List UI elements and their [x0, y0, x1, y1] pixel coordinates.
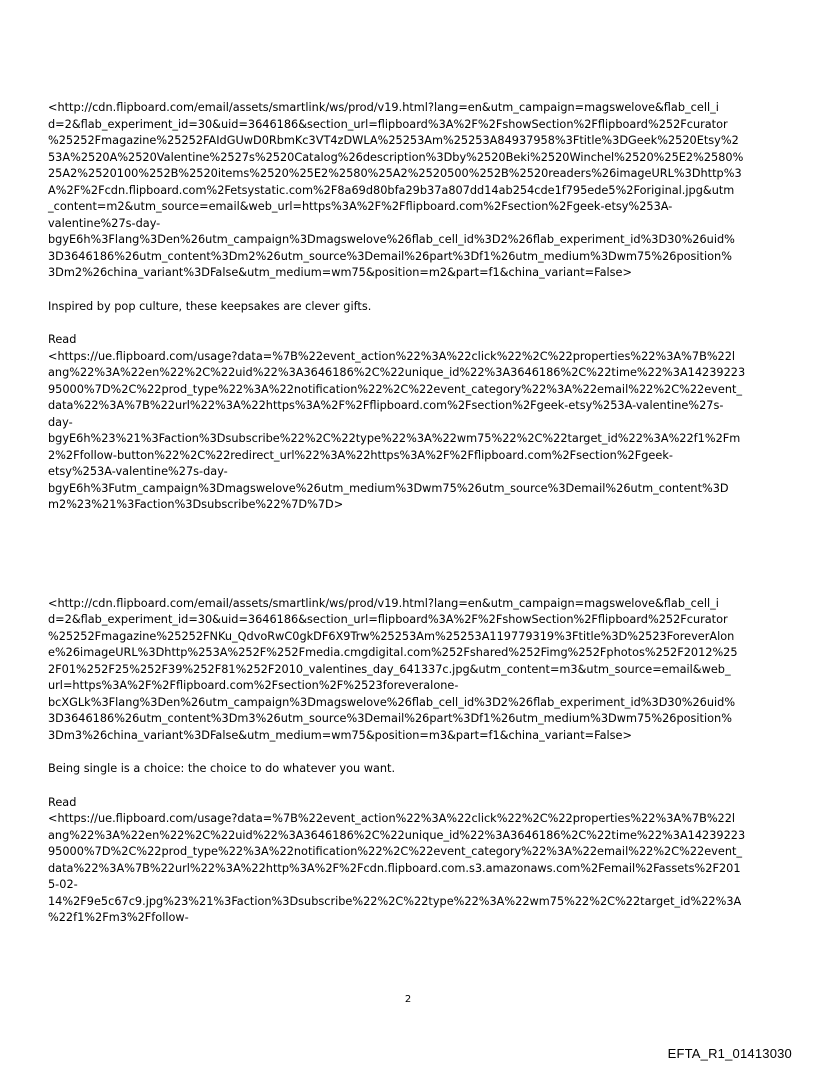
text-line: 3D3646186%26utm_content%3Dm2%26utm_source%3Demail%26part%3Df1%26utm_medium%3Dwm75%26position% [48, 249, 732, 263]
text-line: m2%23%21%3Faction%3Dsubscribe%22%7D%7D> [48, 498, 344, 511]
text-line: valentine%27s-day- [48, 216, 161, 230]
text-line: 95000%7D%2C%22prod_type%22%3A%22notification%22%2C%22event_category%22%3A%22email%22%2C%22event_ [48, 382, 743, 396]
text-line: bgyE6h%3Futm_campaign%3Dmagswelove%26utm_medium%3Dwm75%26utm_source%3Demail%26utm_content%3D [48, 481, 729, 495]
text-line: <http://cdn.flipboard.com/email/assets/smartlink/ws/prod/v19.html?lang=en&utm_campaign=magswelove&flab_cell_i [48, 101, 719, 114]
text-line: 3Dm3%26china_variant%3DFalse&utm_medium=wm75&position=m3&part=f1&china_variant=False> [48, 728, 632, 742]
text-line: etsy%253A-valentine%27s-day- [48, 465, 228, 478]
text-line: day- [48, 415, 73, 429]
text-line: e%26imageURL%3Dhttp%253A%252F%252Fmedia.cmgdigital.com%252Fshared%252Fimg%252Fphotos%252F2012%25 [48, 646, 738, 659]
text-line: ang%22%3A%22en%22%2C%22uid%22%3A3646186%2C%22unique_id%22%3A3646186%2C%22time%22%3A14239223 [48, 828, 746, 842]
text-line: 3Dm2%26china_variant%3DFalse&utm_medium=wm75&position=m2&part=f1&china_variant=False> [48, 266, 632, 279]
text-line: _content=m2&utm_source=email&web_url=https%3A%2F%2Fflipboard.com%2Fsection%2Fgeek-etsy%253A- [48, 200, 673, 213]
text-line: d=2&flab_experiment_id=30&uid=3646186&section_url=flipboard%3A%2F%2FshowSection%2Fflipboard%252Fcurator [48, 613, 728, 626]
read-label: Read [48, 795, 77, 809]
text-line: Inspired by pop culture, these keepsakes are clever gifts. [48, 299, 372, 313]
page-number: 2 [404, 994, 412, 1005]
text-line: bgyE6h%23%21%3Faction%3Dsubscribe%22%2C%22type%22%3A%22wm75%22%2C%22target_id%22%3A%22f1%2Fm [48, 432, 741, 445]
text-line: 2F01%252F25%252F39%252F81%252F2010_valentines_day_641337c.jpg&utm_content=m3&utm_source=email&web_ [48, 662, 731, 676]
document-id: EFTA_R1_01413030 [667, 1046, 792, 1061]
text-line: 53A%2520A%2520Valentine%2527s%2520Catalog%26description%3Dby%2520Beki%2520Winchel%2520%25E2%2580% [48, 150, 744, 164]
document-body [48, 100, 770, 927]
text-line: d=2&flab_experiment_id=30&uid=3646186&section_url=flipboard%3A%2F%2FshowSection%2Fflipboard%252Fcurator [48, 117, 728, 131]
text-line: bgyE6h%3Flang%3Den%26utm_campaign%3Dmagswelove%26flab_cell_id%3D2%26flab_experiment_id%3D30%26uid% [48, 233, 735, 246]
text-line: data%22%3A%7B%22url%22%3A%22http%3A%2F%2Fcdn.flipboard.com.s3.amazonaws.com%2Femail%2Fassets%2F201 [48, 861, 741, 875]
link-paragraph[interactable] [48, 596, 770, 745]
text-line: data%22%3A%7B%22url%22%3A%22https%3A%2F%2Fflipboard.com%2Fsection%2Fgeek-etsy%253A-valentine%27s- [48, 399, 724, 412]
text-line: <https://ue.flipboard.com/usage?data=%7B%22event_action%22%3A%22click%22%2C%22properties%22%3A%7B%22l [48, 349, 736, 363]
text-line: ang%22%3A%22en%22%2C%22uid%22%3A3646186%2C%22unique_id%22%3A3646186%2C%22time%22%3A14239223 [48, 366, 746, 379]
text-line: 14%2F9e5c67c9.jpg%23%21%3Faction%3Dsubscribe%22%2C%22type%22%3A%22wm75%22%2C%22target_id%22%3A [48, 894, 742, 908]
text-line: 2%2Ffollow-button%22%2C%22redirect_url%22%3A%22https%3A%2F%2Fflipboard.com%2Fsection%2Fgeek- [48, 448, 673, 462]
link-paragraph[interactable] [48, 100, 770, 282]
text-line: A%2F%2Fcdn.flipboard.com%2Fetsystatic.com%2F8a69d80bfa29b37a807dd14ab254cde1f795ede5%2Foriginal.jpg&utm [48, 183, 735, 197]
text-line: 25A2%2520100%252B%2520items%2520%25E2%2580%25A2%2520500%252B%2520readers%26imageURL%3Dhttp%3 [48, 167, 742, 180]
text-line: 3D3646186%26utm_content%3Dm3%26utm_source%3Demail%26part%3Df1%26utm_medium%3Dwm75%26position% [48, 712, 732, 725]
text-line: 95000%7D%2C%22prod_type%22%3A%22notification%22%2C%22event_category%22%3A%22email%22%2C%22event_ [48, 845, 743, 858]
read-label: Read [48, 333, 77, 346]
text-line: Being single is a choice: the choice to do whatever you want. [48, 762, 396, 775]
text-line: <http://cdn.flipboard.com/email/assets/smartlink/ws/prod/v19.html?lang=en&utm_campaign=magswelove&flab_cell_i [48, 596, 719, 610]
text-line: <https://ue.flipboard.com/usage?data=%7B%22event_action%22%3A%22click%22%2C%22properties%22%3A%7B%22l [48, 812, 736, 825]
read-link-paragraph[interactable] [48, 332, 770, 514]
read-link-paragraph[interactable] [48, 795, 770, 927]
text-line: 5-02- [48, 878, 78, 891]
text-line: %22f1%2Fm3%2Ffollow- [48, 911, 189, 924]
text-line: url=https%3A%2F%2Fflipboard.com%2Fsection%2F%2523foreveralone- [48, 679, 459, 692]
description-text [48, 299, 770, 316]
description-text [48, 761, 770, 778]
text-line: bcXGLk%3Flang%3Den%26utm_campaign%3Dmagswelove%26flab_cell_id%3D2%26flab_experiment_id%3D30%26uid% [48, 695, 736, 709]
text-line: %25252Fmagazine%25252FNKu_QdvoRwC0gkDF6X9Trw%25253Am%25253A119779319%3Ftitle%3D%2523ForeverAlon [48, 629, 735, 643]
text-line: %25252Fmagazine%25252FAIdGUwD0RbmKc3VT4zDWLA%25253Am%25253A84937958%3Ftitle%3DGeek%2520Etsy%2 [48, 134, 739, 147]
